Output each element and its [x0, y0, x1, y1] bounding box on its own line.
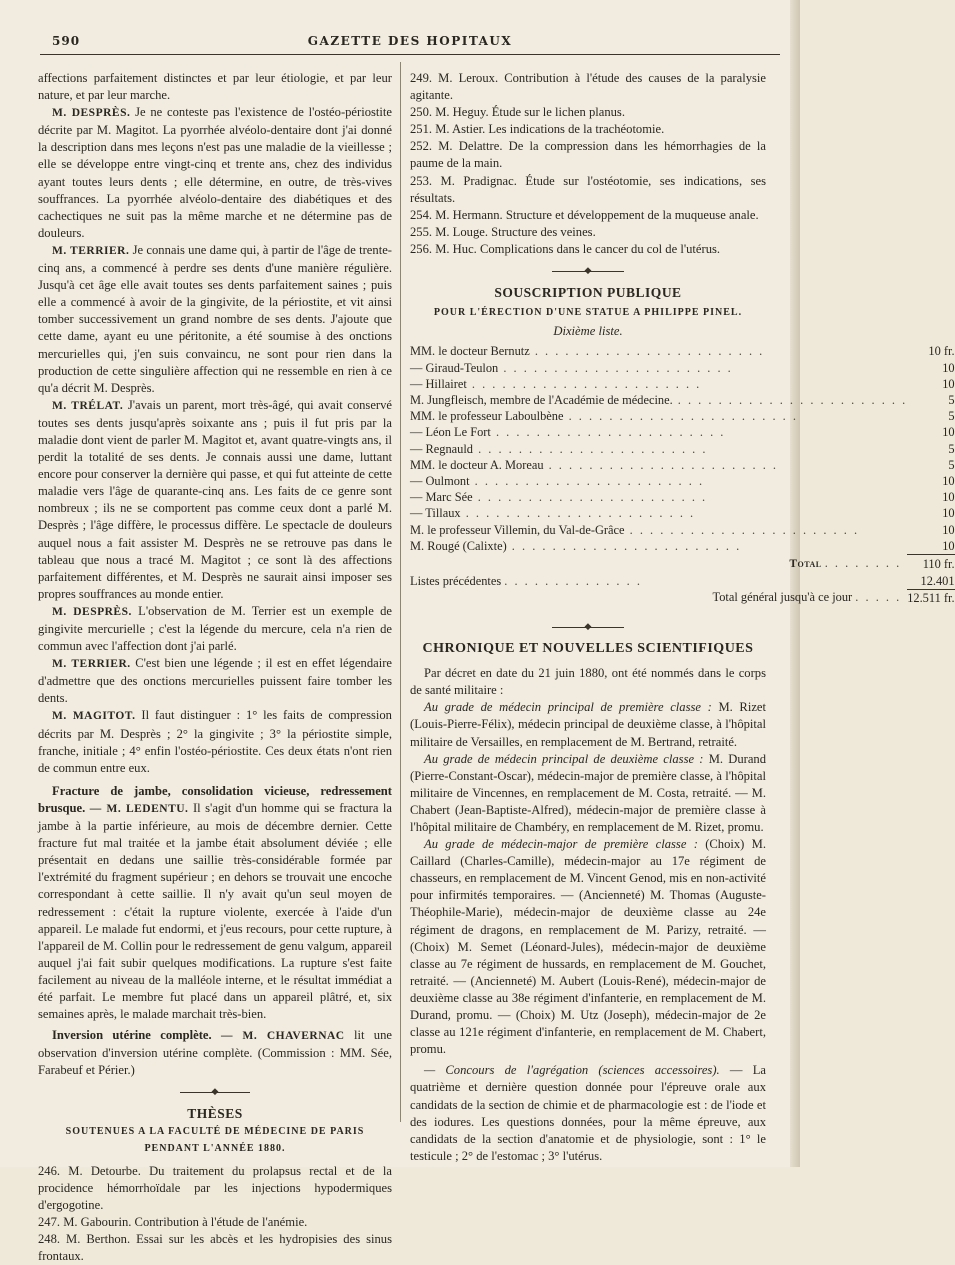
page-header [40, 30, 780, 55]
subscriber-name: M. Rougé (Calixte) [410, 538, 507, 553]
paragraph: M. TERRIER. Je connais une dame qui, à partir de l'âge de trente-cinq ans, a commencé à perdre ses dents d'une manière régulière. Jusqu'à cet âge elle avait toutes ses dents parfaitement saines ; puis elle a commencé à avoir de la gingivite, de la périostite, et vit ainsi tomber successivement un grand nombre de ses dents. J'ajoute que cette dame, ayant eu une péritonite, a été soumise à des onctions mercurielles qui, j'en suis convaincu, ne sont pour rien dans la production de cette singulière affection qui ne ressemble en rien à ce qu'a décrit M. Desprès. [38, 242, 392, 395]
paragraph: Par décret en date du 21 juin 1880, ont été nommés dans le corps de santé militaire : [410, 666, 766, 698]
subscriber-name: — Giraud-Teulon [410, 360, 499, 375]
subscriber-name: MM. le professeur Laboulbène [410, 409, 564, 424]
subscription-row: — Hillairet . . . . . . . . . . . . . . . . . . . . . . . 10 [410, 376, 955, 391]
subscription-row: M. Rougé (Calixte) . . . . . . . . . . . . . . . . . . . . . . . 10 [410, 538, 955, 553]
subtotal-row: Total . . . . . . . . 110 fr. [789, 556, 955, 571]
subscriber-amount: 5 [948, 392, 955, 407]
paragraph: Inversion utérine complète. — M. CHAVERNAC lit une observation d'inversion utérine complète. (Commission : MM. Sée, Farabeuf et Périer.) [38, 1028, 392, 1078]
article-title: Inversion utérine complète. [52, 1028, 212, 1043]
list-item: 252. M. Delattre. De la compression dans les hémorrhagies de la paume de la main. [410, 139, 766, 171]
speaker: M. DESPRÈS. [52, 605, 132, 618]
list-item: 256. M. Huc. Complications dans le cancer du col de l'utérus. [410, 241, 721, 256]
subscriber-name: — Regnauld [410, 441, 473, 456]
subscriber-amount: 5 [948, 441, 955, 456]
paragraph: Au grade de médecin principal de première classe : M. Rizet (Louis-Pierre-Félix), médecin principal de deuxième classe, à l'hôpital militaire de Versailles, en remplacement de M. Bertrand, retraité. [410, 700, 767, 749]
paragraph: M. DESPRÈS. L'observation de M. Terrier est un exemple de gingivite mercurielle ; c'est la légende du mercure, cela n'a rien de commun avec l'affection dont j'ai parlé. [38, 603, 392, 654]
separator-ornament [410, 258, 766, 284]
subscriber-amount: 10 [942, 522, 955, 537]
paragraph: Au grade de médecin principal de deuxième classe : M. Durand (Pierre-Constant-Oscar), médecin-major de première classe, à l'hôpital militaire de Vincennes, en remplacement de M. Costa, retraité. — M. Chabert (Jean-Baptiste-Alfred), médecin-major de première classe à l'hôpital militaire de Chambéry, en remplacement de M. Rizet, promu. [410, 751, 767, 834]
paragraph: M. MAGITOT. Il faut distinguer : 1° les faits de compression décrits par M. Desprès ; 2° la gingivite ; 3° la périostite simple, franche, initiale ; 4° enfin l'ostéo-périostite. Ces deux états n'ont rien de commun entre eux. [38, 708, 392, 775]
subscriber-amount: 10 [942, 538, 955, 553]
total-label: Total [789, 558, 822, 571]
subscriber-amount: 10 [942, 376, 955, 391]
subscriber-amount: 10 [942, 473, 955, 488]
paragraph: Au grade de médecin-major de première classe : (Choix) M. Caillard (Charles-Camille), médecin-major au 17e régiment de chasseurs, en remplacement de M. Vincent Genod, mis en non-activité pour infirmités temporaires. — (Ancienneté) M. Thomas (Auguste-Théophile-Marie), médecin-major de deuxième classe au 24e régiment de dragons, en remplacement de M. Parizy, retraité. — (Choix) M. Semet (Léonard-Jules), médecin-major de deuxième classe au 7e régiment de hussards, en remplacement de M. Gouchet, retraité. — (Ancienneté) M. Aubert (Louis-René), médecin-major de deuxième classe au 38e régiment d'infanterie, en remplacement de M. Durand, promu. — (Choix) M. Utz (Joseph), médecin-major de 2e classe au 121e régiment d'infanterie, en remplacement de M. Chabert, promu. [410, 837, 767, 1057]
subscription-subheading: POUR L'ÉRECTION D'UNE STATUE A PHILIPPE PINEL. [433, 307, 743, 319]
theses-list [38, 1163, 392, 1265]
theses-subheading: SOUTENUES A LA FACULTÉ DE MÉDECINE DE PARIS [65, 1125, 365, 1137]
subscriber-name: — Tillaux [410, 506, 461, 521]
subscription-row: — Regnauld . . . . . . . . . . . . . . . . . . . . . . . 5 [410, 441, 955, 456]
subscription-row: M. Jungfleisch, membre de l'Académie de médecine. . . . . . . . . . . . . . . . . . . . . . . . 5 [410, 392, 955, 407]
subscription-row: — Giraud-Teulon . . . . . . . . . . . . . . . . . . . . . . . 10 [410, 360, 955, 375]
list-item: 255. M. Louge. Structure des veines. [410, 224, 596, 239]
subscriber-name: M. Jungfleisch, membre de l'Académie de médecine. [410, 392, 673, 407]
journal-title: GAZETTE DES HOPITAUX [307, 34, 513, 48]
paragraph: affections parfaitement distinctes et par leur étiologie, et par leur nature, et par leur marche. [38, 71, 392, 103]
previous-lists-row: Listes précédentes . . . . . . . . . . . . . . 12.401 [410, 573, 955, 588]
previous-lists-label: Listes précédentes [410, 573, 502, 588]
article-title: Fracture de jambe, consolidation vicieuse, redressement brusque. [38, 783, 392, 815]
subscriber-name: — Oulmont [410, 473, 470, 488]
grand-total-label: Total général jusqu'à ce jour [712, 590, 853, 605]
subscriber-name: MM. le docteur Bernutz [410, 344, 530, 359]
subscription-list-label: Dixième liste. [553, 324, 623, 339]
subscription-heading: SOUSCRIPTION PUBLIQUE [494, 285, 682, 301]
subscriber-amount: 5 [948, 409, 955, 424]
subscriber-amount: 10 [942, 506, 955, 521]
list-item: 251. M. Astier. Les indications de la trachéotomie. [410, 122, 665, 137]
speaker: M. TRÉLAT. [52, 399, 124, 412]
list-item: 254. M. Hermann. Structure et développement de la muqueuse anale. [410, 207, 759, 222]
speaker: M. MAGITOT. [52, 710, 136, 723]
subscriber-amount: 10 fr. [928, 344, 955, 359]
theses-subheading: PENDANT L'ANNÉE 1880. [144, 1142, 286, 1154]
list-item: 246. M. Detourbe. Du traitement du prolapsus rectal et de la procidence hémorrhoïdale par les injections hypodermiques d'ergogotine. [38, 1163, 392, 1212]
separator-ornament [38, 1079, 392, 1105]
speaker: M. TERRIER. [52, 244, 130, 257]
separator-ornament [410, 614, 766, 640]
list-item: 250. M. Heguy. Étude sur le lichen planus. [410, 105, 625, 120]
subscriber-amount: 10 [942, 425, 955, 440]
left-column [38, 70, 392, 1265]
list-item: 247. M. Gabourin. Contribution à l'étude de l'anémie. [38, 1215, 308, 1229]
grand-total-row: Total général jusqu'à ce jour . . . . . 12.511 fr. [712, 590, 955, 605]
list-item: 253. M. Pradignac. Étude sur l'ostéotomie, ses indications, ses résultats. [410, 173, 766, 205]
speaker: M. TERRIER. [52, 658, 131, 671]
subscription-row: MM. le professeur Laboulbène . . . . . . . . . . . . . . . . . . . . . . . 5 [410, 409, 955, 424]
speaker: M. DESPRÈS. [52, 107, 131, 120]
subscriber-name: — Léon Le Fort [410, 425, 491, 440]
paragraph: — Concours de l'agrégation (sciences accessoires). — La quatrième et dernière question donnée pour l'épreuve orale aux candidats de la section de chimie et de pharmacologie est : de l'iode et des iodures. Les questions données, pour la même épreuve, aux candidats de la section d'anatomie et de physiologie, sont : 1° le testicule ; 2° de l'estomac ; 3° l'utérus. [410, 1063, 766, 1163]
theses-list-continued [410, 70, 766, 258]
subscriber-name: — Marc Sée [410, 490, 473, 505]
list-item: 248. M. Berthon. Essai sur les abcès et les hydropisies des sinus frontaux. [38, 1232, 392, 1264]
paragraph: Fracture de jambe, consolidation vicieuse, redressement brusque. — M. LEDENTU. Il s'agit d'un homme qui se fractura la jambe à la partie inférieure, au mois de décembre dernier. Cette fracture fut mal traitée et la jambe était absolument déviée ; elle présentait en dedans une saillie très-considérable formée par l'extrémité du fragment supérieur ; en dehors se trouvait une encoche correspondant à cette saillie. Il n'y avait qu'un seul moyen de redressement : c'était la rupture violente, exercée à l'aide d'un appareil. Le malade fut endormi, et j'eus recours, pour cette rupture, à l'appareil de M. Collin pour le redressement de genu valgum, appareil auquel j'ai fait subir quelques modifications. La rupture s'est faite facilement au niveau de la malléole interne, et le résultat immédiat a été parfait. Le membre fut placé dans un appareil plâtré, et, six semaines après, le malade marchait très-bien. [38, 783, 392, 1022]
speaker: — M. LEDENTU. [89, 802, 189, 815]
total-amount: 110 fr. [907, 554, 954, 572]
page-number: 590 [52, 34, 81, 48]
previous-lists-amount: 12.401 [920, 573, 955, 588]
paragraph: M. DESPRÈS. Je ne conteste pas l'existence de l'ostéo-périostite décrite par M. Magitot. La pyorrhée alvéolo-dentaire dont j'ai donné la description dans mes leçons n'est pas une maladie de la vieillesse ; elle se développe entre vingt-cinq et trente ans, chez des individus ayant toutes leurs dents ; elle détermine, en outre, de très-vives souffrances. La pyorrhée alvéolo-dentaire des diabétiques et des cachectiques ne suit pas la même marche et ne détermine pas de douleurs. [38, 105, 393, 240]
subscription-row: MM. le docteur A. Moreau . . . . . . . . . . . . . . . . . . . . . . . 5 [410, 457, 955, 472]
subscription-row: — Léon Le Fort . . . . . . . . . . . . . . . . . . . . . . . 10 [410, 425, 955, 440]
subscription-table [410, 343, 955, 606]
subscriber-name: — Hillairet [410, 376, 467, 391]
grand-total-amount: 12.511 fr. [907, 590, 955, 605]
subscription-row: M. le professeur Villemin, du Val-de-Grâce . . . . . . . . . . . . . . . . . . . . . . . 10 [410, 522, 955, 537]
paragraph: M. TERRIER. C'est bien une légende ; il est en effet légendaire d'admettre que des onctions mercurielles puissent faire tomber les dents. [38, 656, 392, 706]
subscription-row: — Tillaux . . . . . . . . . . . . . . . . . . . . . . . 10 [410, 506, 955, 521]
subscriber-name: MM. le docteur A. Moreau [410, 457, 544, 472]
subscriber-amount: 10 [942, 360, 955, 375]
chronicle-heading: CHRONIQUE ET NOUVELLES SCIENTIFIQUES [422, 641, 754, 657]
right-column [410, 70, 955, 1165]
theses-heading: THÈSES [187, 1106, 243, 1122]
subscription-row: — Oulmont . . . . . . . . . . . . . . . . . . . . . . . 10 [410, 473, 955, 488]
subscription-row: MM. le docteur Bernutz . . . . . . . . . . . . . . . . . . . . . . . 10 fr. [410, 344, 955, 359]
subscription-row: — Marc Sée . . . . . . . . . . . . . . . . . . . . . . . 10 [410, 490, 955, 505]
list-item: 249. M. Leroux. Contribution à l'étude des causes de la paralysie agitante. [410, 71, 766, 103]
speaker: — M. CHAVERNAC [220, 1030, 345, 1043]
subscriber-amount: 5 [948, 457, 955, 472]
subscriber-name: M. le professeur Villemin, du Val-de-Grâce [410, 522, 625, 537]
column-divider [400, 62, 401, 1122]
paragraph: M. TRÉLAT. J'avais un parent, mort très-âgé, qui avait conservé toutes ses dents jusqu'après soixante ans ; puis il fut pris par la maladie dont vient de parler M. Magitot et, avant quatre-vingts ans, il perdit la totalité de ses dents. Je connais aussi une dame, luttant encore pour conserver la dernière qui passe, et qui fut atteinte de cette maladie vers l'âge de quarante-cinq ans. Les faits de ce genre sont nombreux ; ils ne se comportent pas comme ceux dont a parlé M. Desprès ; l'âge diffère, le processus diffère. Le spectacle de douleurs auquel nous a fait assister M. Desprès ne se retrouve pas dans le tableau que nous a tracé M. Magitot ; ce sont là des affections parfaitement différentes, et M. Desprès ne saurait ainsi imposer ses propres souffrances au monde entier. [38, 397, 392, 601]
subscriber-amount: 10 [942, 490, 955, 505]
